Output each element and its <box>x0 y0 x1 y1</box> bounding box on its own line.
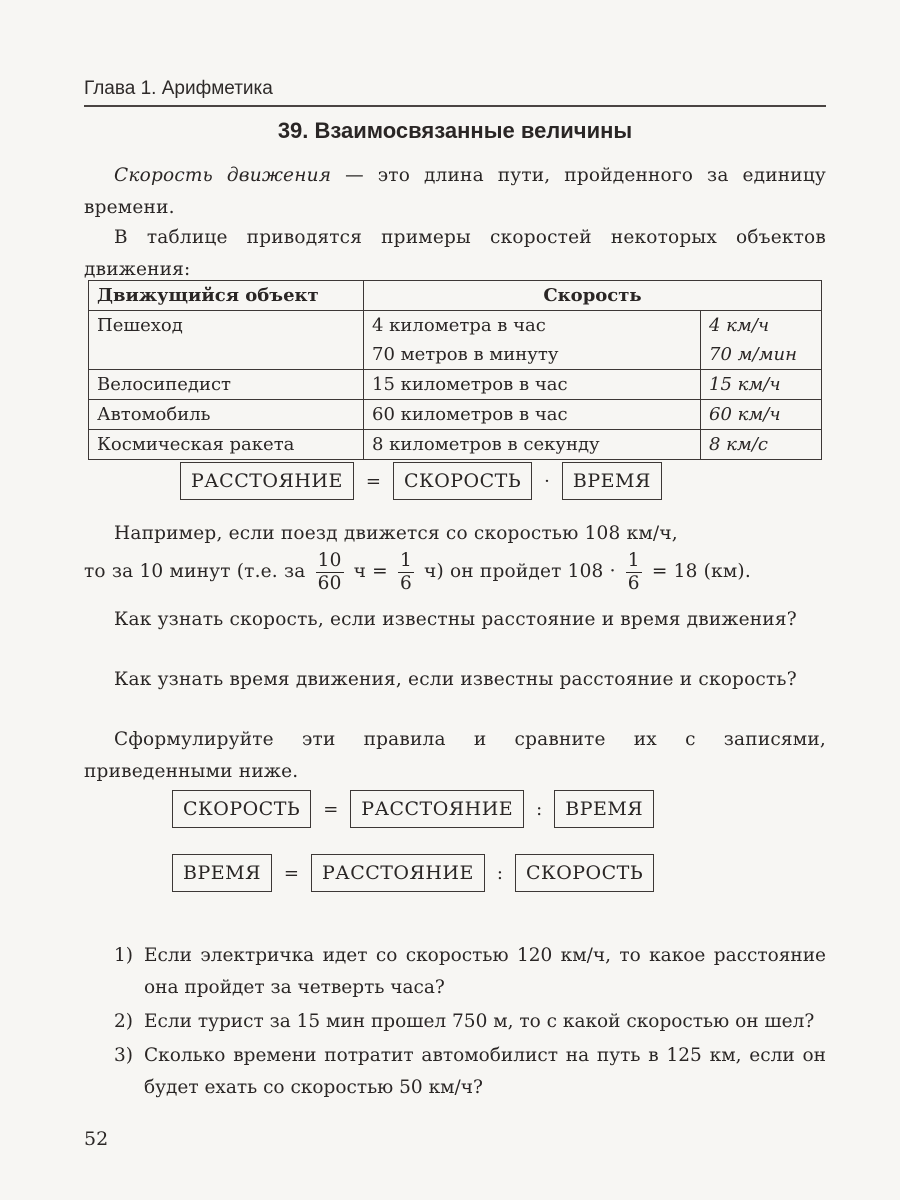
equals-sign: = <box>323 798 339 820</box>
fraction-1-6: $\frac{1}{6}$ <box>399 549 412 594</box>
example-line-1: Например, если поезд движется со скоростью 108 км/ч, <box>114 523 678 544</box>
cell-object: Автомобиль <box>89 400 364 430</box>
cell-unit: 70 м/мин <box>701 340 822 370</box>
fraction-1-6-b: $\frac{1}{6}$ <box>627 549 640 594</box>
task-item: 3) Сколько времени потратит автомобилист на путь в 125 км, если он будет ехать со скоростью 50 км/ч? <box>114 1045 826 1098</box>
cell-speed: 4 километра в час <box>364 311 701 341</box>
task-item: 2) Если турист за 15 мин прошел 750 м, то с какой скоростью он шел? <box>114 1011 815 1032</box>
example-mid: ч = <box>353 561 388 582</box>
task-list <box>114 940 826 1106</box>
cell-unit: 60 км/ч <box>701 400 822 430</box>
divide-sign: : <box>536 798 543 820</box>
cell-object: Пешеход <box>89 311 364 370</box>
table-row <box>89 311 822 341</box>
cell-object: Космическая ракета <box>89 430 364 460</box>
example-pre: то за 10 минут (т.е. за <box>84 561 306 582</box>
cell-speed: 15 километров в час <box>364 370 701 400</box>
cell-unit: 8 км/с <box>701 430 822 460</box>
divide-sign: : <box>496 862 503 884</box>
question-formulate: Сформулируйте эти правила и сравните их с записями, приведенными ниже. <box>84 729 826 782</box>
question-time: Как узнать время движения, если известны расстояние и скорость? <box>114 669 797 690</box>
definition-term: Скорость движения <box>114 165 332 186</box>
task-item: 1) Если электричка идет со скоростью 120 км/ч, то какое расстояние она пройдет за четверть часа? <box>114 945 826 998</box>
example-line-2 <box>84 548 826 596</box>
formula-time <box>172 854 654 892</box>
formula-box-speed: СКОРОСТЬ <box>172 790 311 828</box>
table-header-row <box>89 281 822 311</box>
table-row <box>89 370 822 400</box>
example-post: ч) он пройдет 108 · <box>424 561 616 582</box>
page-number: 52 <box>84 1128 109 1150</box>
speed-table <box>88 280 822 460</box>
section-title: 39. Взаимосвязанные величины <box>277 118 633 143</box>
cell-object: Велосипедист <box>89 370 364 400</box>
cell-unit: 4 км/ч <box>701 311 822 341</box>
header-speed: Скорость <box>364 281 822 311</box>
question-speed: Как узнать скорость, если известны расстояние и время движения? <box>114 609 797 630</box>
header-rule <box>84 105 826 107</box>
formula-speed <box>172 790 654 828</box>
equals-sign: = <box>365 470 381 492</box>
header-object: Движущийся объект <box>89 281 364 311</box>
multiply-sign: · <box>544 470 550 492</box>
formula-box-distance: РАССТОЯНИЕ <box>350 790 524 828</box>
cell-unit: 15 км/ч <box>701 370 822 400</box>
definition-paragraph <box>84 160 826 224</box>
cell-speed: 8 километров в секунду <box>364 430 701 460</box>
running-head: Глава 1. Арифметика <box>84 78 273 99</box>
example-result: = 18 (км). <box>651 561 751 582</box>
equals-sign: = <box>283 862 300 884</box>
formula-box-time: ВРЕМЯ <box>554 790 654 828</box>
formula-box-distance: РАССТОЯНИЕ <box>180 462 354 500</box>
table-row <box>89 430 822 460</box>
fraction-10-60: $\frac{10}{60}$ <box>317 549 342 594</box>
formula-box-speed: СКОРОСТЬ <box>393 462 532 500</box>
cell-speed: 70 метров в минуту <box>364 340 701 370</box>
formula-box-distance: РАССТОЯНИЕ <box>311 854 485 892</box>
table-intro: В таблице приводятся примеры скоростей некоторых объектов движения: <box>84 227 826 280</box>
formula-box-time: ВРЕМЯ <box>562 462 662 500</box>
table-row <box>89 400 822 430</box>
formula-distance <box>180 462 662 500</box>
definition-text: — это длина пути, пройденного за единицу времени. <box>84 165 826 218</box>
formula-box-time: ВРЕМЯ <box>172 854 272 892</box>
cell-speed: 60 километров в час <box>364 400 701 430</box>
formula-box-speed: СКОРОСТЬ <box>515 854 654 892</box>
